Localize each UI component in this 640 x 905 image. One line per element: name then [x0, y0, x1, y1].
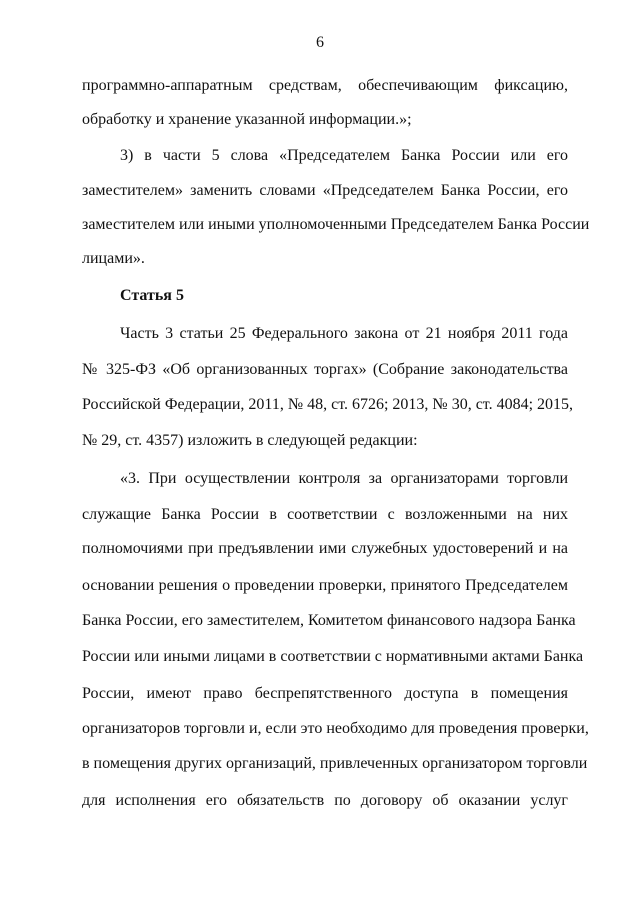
text-line: для исполнения его обязательств по договору об оказании услуг — [82, 792, 568, 809]
text-line: программно-аппаратным средствам, обеспечивающим фиксацию, — [82, 77, 568, 94]
text-line: обработку и хранение указанной информации.»; — [82, 111, 412, 128]
text-line: служащие Банка России в соответствии с возложенными на них — [82, 506, 568, 523]
text-line: Российской Федерации, 2011, № 48, ст. 6726; 2013, № 30, ст. 4084; 2015, — [82, 396, 574, 413]
text-line: лицами». — [82, 250, 145, 267]
page-number: 6 — [316, 34, 324, 51]
text-line: полномочиями при предъявлении ими служебных удостоверений и на — [82, 540, 568, 557]
text-line: основании решения о проведении проверки, принятого Председателем — [82, 577, 568, 594]
article-heading: Статья 5 — [120, 287, 184, 304]
text-line: России или иными лицами в соответствии с нормативными актами Банка — [82, 648, 584, 665]
text-line: 3) в части 5 слова «Председателем Банка России или его — [120, 147, 568, 164]
text-line: № 29, ст. 4357) изложить в следующей редакции: — [82, 432, 418, 449]
text-line: № 325-ФЗ «Об организованных торгах» (Собрание законодательства — [82, 361, 568, 378]
text-line: Банка России, его заместителем, Комитетом финансового надзора Банка — [82, 612, 576, 629]
text-line: в помещения других организаций, привлеченных организатором торговли — [82, 755, 588, 772]
text-line: организаторов торговли и, если это необходимо для проведения проверки, — [82, 720, 589, 737]
text-line: Часть 3 статьи 25 Федерального закона от 21 ноября 2011 года — [120, 325, 568, 342]
text-line: заместителем» заменить словами «Председателем Банка России, его — [82, 182, 568, 199]
text-line: «3. При осуществлении контроля за организаторами торговли — [120, 470, 568, 487]
text-line: России, имеют право беспрепятственного доступа в помещения — [82, 685, 568, 702]
text-line: заместителем или иными уполномоченными Председателем Банка России — [82, 216, 590, 233]
